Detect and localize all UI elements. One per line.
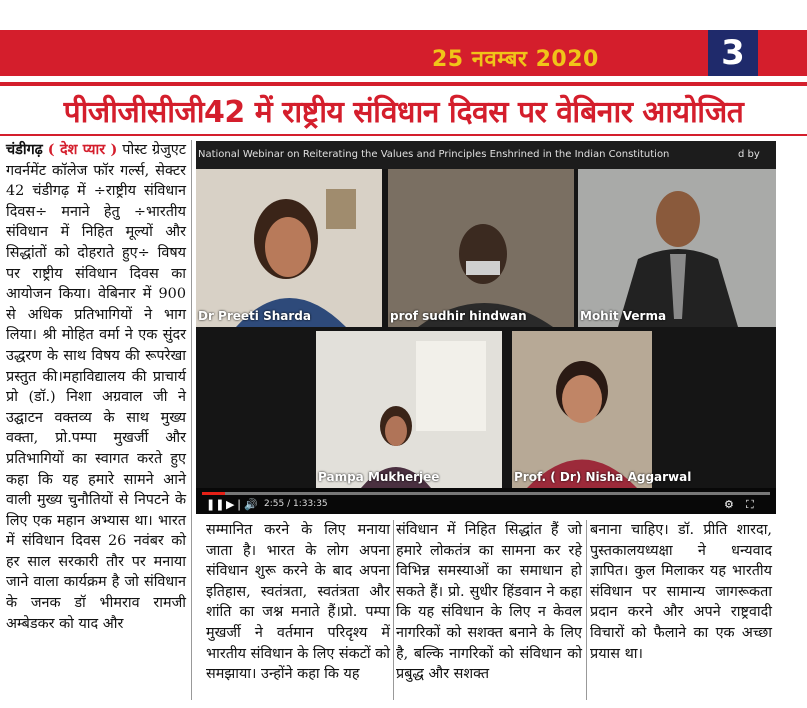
article-column-2: सम्मानित करने के लिए मनाया जाता है। भारत के लोग अपना संविधान शुरू करने के बाद अपना इतिहास, स्वतंत्रता, स्वतंत्रता और शांति का जश्न मनाते हैं।प्रो. पम्पा मुखर्जी ने वर्तमान परिदृश्य में भारतीय संविधान के लिए संकटों को समझाया। उन्होंने कहा कि यह: [206, 522, 390, 683]
column-divider: [191, 140, 192, 700]
column-divider: [393, 520, 394, 700]
page-number: 3: [708, 30, 758, 76]
participant-name: Pampa Mukherjee: [318, 470, 440, 484]
participant-tile: [388, 169, 574, 327]
column-divider: [586, 520, 587, 700]
participant-image: [578, 169, 776, 327]
participant-tile: [316, 331, 502, 488]
banner-tag: d by: [738, 149, 760, 160]
next-icon[interactable]: ▶❘: [226, 498, 244, 511]
column-1-text: पोस्ट ग्रेजुएट गवर्नमेंट कॉलेज फॉर गर्ल्स, सेक्टर 42 चंडीगढ़ में ÷राष्ट्रीय संविधान दिवस÷ मनाने हेतु ÷भारतीय संविधान में निहित मूल्यों और सिद्धांतों को दोहराते हुए÷ विषय पर राष्ट्रीय संविधान दिवस का आयोजन किया। वेबिनार में 900 से अधिक प्रतिभागियों ने भाग लिया। श्री मोहित वर्मा ने एक सुंदर उद्धरण के साथ विषय की रूपरेखा प्रस्तुत की।महाविद्यालय की प्राचार्य प्रो (डॉ.) निशा अग्रवाल जी ने उद्घाटन वक्तव्य के साथ मुख्य वक्ता, प्रो.पम्पा मुखर्जी और प्रतिभागियों का स्वागत करते हुए कहा कि यह हमारे सामने आने वाली मुख्य चुनौतियों से निपटने के लिए एक महान अभ्यास था। भारत में संविधान दिवस 26 नवंबर को हर साल सरकारी तौर पर मनाया जाने वाला कार्यक्रम है जो संविधान के जनक डॉ भीमराव रामजी अम्बेडकर को याद और: [6, 142, 186, 632]
top-rule: [0, 82, 807, 86]
masthead-band: [0, 30, 807, 76]
article-column-3: संविधान में निहित सिद्धांत हैं जो हमारे लोकतंत्र का सामना कर रहे विभिन्न समस्याओं का समाधान हो सकते हैं। प्रो. सुधीर हिंडवान ने कहा कि यह संविधान के लिए न केवल नागरिकों को सशक्त बनाने के लिए है, बल्कि नागरिकों को संविधान को प्रबुद्ध और सशक्त: [396, 522, 582, 683]
webinar-screenshot: [196, 141, 776, 514]
volume-icon[interactable]: 🔊: [244, 498, 258, 511]
progress-fill: [202, 492, 225, 495]
fullscreen-icon[interactable]: ⛶: [746, 498, 754, 511]
banner-title: National Webinar on Reiterating the Values and Principles Enshrined in the Indian Constitution: [198, 149, 670, 160]
participant-tile: [196, 169, 382, 327]
participant-tile: [578, 169, 776, 327]
article-column-4: बनाना चाहिए। डॉ. प्रीति शारदा, पुस्तकालयध्यक्षा ने धन्यवाद ज्ञापित। कुल मिलाकर यह भारतीय संविधान पर सामान्य जागरूकता प्रदान करने और अपने राष्ट्रवादी विचारों को फैलाने का एक अच्छा प्रयास था।: [590, 522, 772, 662]
video-controls: [196, 488, 776, 514]
headline: पीजीजीसीजी42 में राष्ट्रीय संविधान दिवस पर वेबिनार आयोजित: [63, 95, 744, 130]
participant-image: [388, 169, 574, 327]
participant-image: [196, 169, 382, 327]
photo-banner: [196, 141, 776, 169]
issue-date: 25 नवम्बर 2020: [432, 47, 599, 72]
dateline-paper: ( देश प्यार ): [47, 141, 118, 158]
participant-name: Prof. ( Dr) Nisha Aggarwal: [514, 470, 692, 484]
settings-icon[interactable]: ⚙: [724, 498, 734, 511]
participant-name: Mohit Verma: [580, 309, 667, 323]
participant-tile: [512, 331, 692, 488]
player-time: 2:55 / 1:33:35: [264, 499, 328, 509]
dateline-place: चंडीगढ़: [6, 141, 43, 158]
pause-icon[interactable]: ❚❚: [206, 498, 225, 511]
participant-image: [316, 331, 502, 488]
headline-rule: [0, 134, 807, 136]
participant-name: prof sudhir hindwan: [390, 309, 527, 323]
progress-bar[interactable]: [202, 492, 770, 495]
participant-name: Dr Preeti Sharda: [198, 309, 311, 323]
participant-image: [512, 331, 652, 488]
article-column-1: [6, 140, 186, 634]
